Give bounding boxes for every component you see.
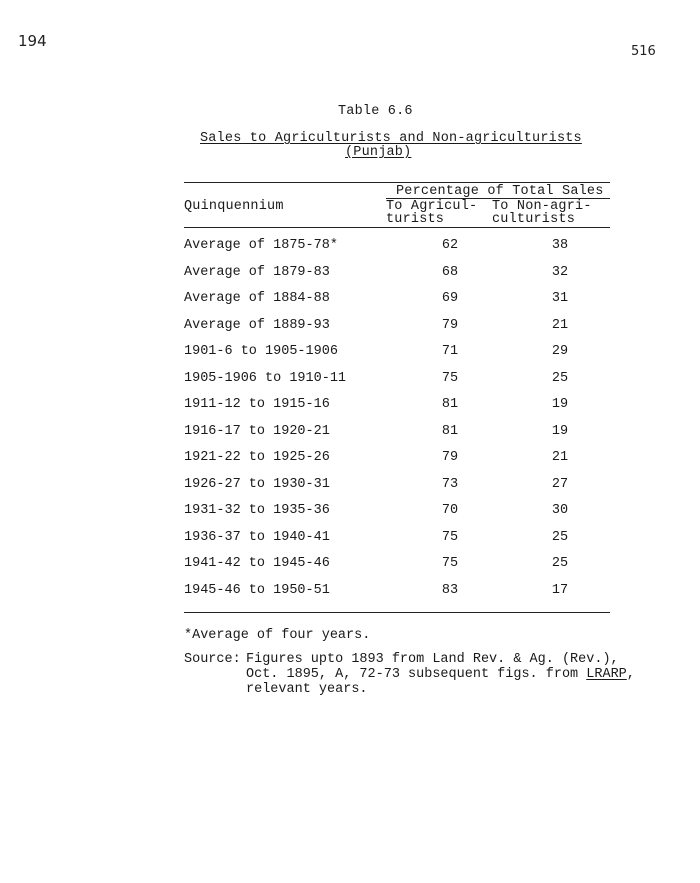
table-row bbox=[184, 450, 610, 477]
nonagri-cell: 19 bbox=[551, 423, 569, 439]
source-text: Oct. 1895, A, 72-73 subsequent figs. from bbox=[246, 667, 587, 682]
period-cell: 1916-17 to 1920-21 bbox=[184, 423, 330, 439]
period-cell: Average of 1889-93 bbox=[184, 317, 330, 333]
period-cell: 1905-1906 to 1910-11 bbox=[184, 370, 347, 386]
table-row bbox=[184, 291, 610, 318]
page-number: 516 bbox=[631, 44, 656, 59]
agri-cell: 81 bbox=[441, 397, 459, 412]
nonagri-cell: 31 bbox=[551, 291, 569, 306]
bottom-rule bbox=[184, 612, 610, 613]
period-cell: 1936-37 to 1940-41 bbox=[184, 529, 330, 545]
nonagri-cell: 25 bbox=[551, 529, 569, 545]
column-header-nonagri-line2: culturists bbox=[492, 212, 576, 227]
header-bottom-rule bbox=[184, 227, 610, 228]
handwritten-page-number: 194 bbox=[18, 32, 47, 50]
source-reference: LRARP bbox=[586, 667, 627, 682]
column-header-agri-line2: turists bbox=[386, 212, 445, 227]
period-cell: 1945-46 to 1950-51 bbox=[184, 582, 330, 598]
table-row bbox=[184, 530, 610, 557]
table-body bbox=[184, 238, 610, 609]
agri-cell: 79 bbox=[441, 317, 459, 333]
agri-cell: 69 bbox=[441, 291, 459, 306]
nonagri-cell: 27 bbox=[551, 476, 569, 492]
column-header-quinquennium: Quinquennium bbox=[184, 199, 284, 214]
column-header-agri-line1: To Agricul- bbox=[386, 199, 478, 214]
period-cell: 1901-6 to 1905-1906 bbox=[184, 344, 338, 359]
table-caption: Sales to Agriculturists and Non-agriculturists bbox=[200, 131, 582, 146]
agri-cell: 75 bbox=[441, 556, 459, 571]
table-row bbox=[184, 424, 610, 451]
nonagri-cell: 32 bbox=[551, 264, 569, 280]
table-row bbox=[184, 583, 610, 610]
period-cell: 1926-27 to 1930-31 bbox=[184, 476, 330, 492]
table-row bbox=[184, 397, 610, 424]
nonagri-cell: 25 bbox=[551, 556, 569, 571]
agri-cell: 75 bbox=[441, 370, 459, 386]
nonagri-cell: 17 bbox=[551, 582, 569, 598]
top-rule bbox=[184, 182, 610, 183]
table-row bbox=[184, 503, 610, 530]
nonagri-cell: 38 bbox=[551, 238, 569, 253]
nonagri-cell: 25 bbox=[551, 370, 569, 386]
table-row bbox=[184, 265, 610, 292]
column-header-nonagri-line1: To Non-agri- bbox=[492, 199, 592, 214]
table-row bbox=[184, 477, 610, 504]
nonagri-cell: 29 bbox=[551, 344, 569, 359]
source-label: Source: bbox=[184, 652, 241, 667]
nonagri-cell: 30 bbox=[551, 503, 569, 518]
group-header: Percentage of Total Sales bbox=[396, 184, 604, 199]
source-line-3: relevant years. bbox=[246, 682, 368, 697]
agri-cell: 81 bbox=[441, 423, 459, 439]
table-row bbox=[184, 556, 610, 583]
agri-cell: 71 bbox=[441, 344, 459, 359]
table-row bbox=[184, 344, 610, 371]
nonagri-cell: 21 bbox=[551, 450, 569, 465]
period-cell: 1941-42 to 1945-46 bbox=[184, 556, 330, 571]
nonagri-cell: 21 bbox=[551, 317, 569, 333]
table-row bbox=[184, 238, 610, 265]
table-title: Table 6.6 bbox=[338, 104, 413, 119]
period-cell: Average of 1884-88 bbox=[184, 291, 330, 306]
table-caption-region: (Punjab) bbox=[345, 145, 412, 160]
period-cell: 1921-22 to 1925-26 bbox=[184, 450, 330, 465]
period-cell: Average of 1879-83 bbox=[184, 264, 330, 280]
agri-cell: 79 bbox=[441, 450, 459, 465]
period-cell: 1931-32 to 1935-36 bbox=[184, 503, 330, 518]
source-punctuation: , bbox=[626, 667, 635, 682]
source-line-2 bbox=[246, 667, 635, 682]
agri-cell: 70 bbox=[441, 503, 459, 518]
table-row bbox=[184, 371, 610, 398]
agri-cell: 73 bbox=[441, 476, 459, 492]
period-cell: 1911-12 to 1915-16 bbox=[184, 397, 330, 412]
period-cell: Average of 1875-78* bbox=[184, 238, 338, 253]
asterisk-footnote: *Average of four years. bbox=[184, 628, 371, 643]
agri-cell: 75 bbox=[441, 529, 459, 545]
agri-cell: 83 bbox=[441, 582, 459, 598]
source-line-1: Figures upto 1893 from Land Rev. & Ag. (Rev.), bbox=[246, 652, 619, 667]
nonagri-cell: 19 bbox=[551, 397, 569, 412]
agri-cell: 68 bbox=[441, 264, 459, 280]
agri-cell: 62 bbox=[441, 238, 459, 253]
table-row bbox=[184, 318, 610, 345]
